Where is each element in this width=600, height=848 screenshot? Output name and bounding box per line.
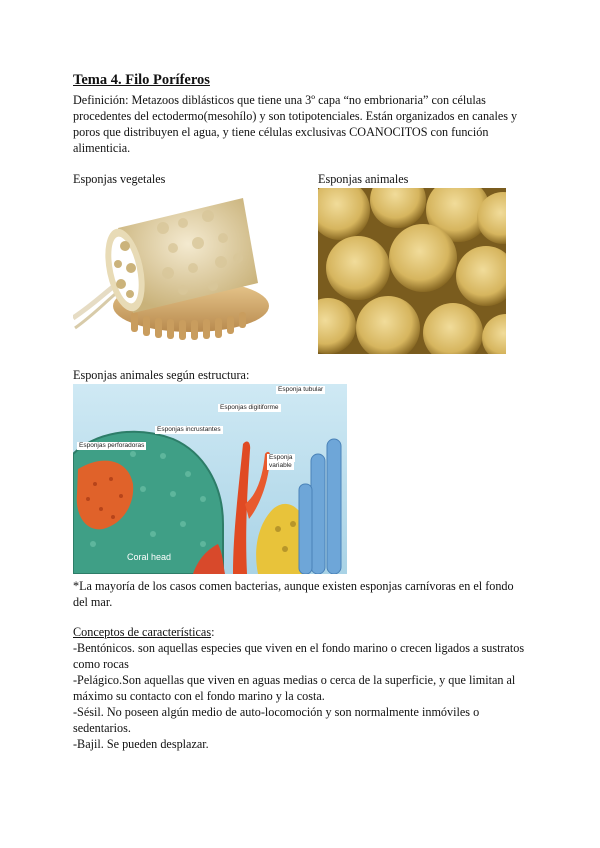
concepts-heading-colon: : — [211, 625, 215, 639]
note-line-1: *La mayoría de los casos comen bacterias, aunque existen esponjas carnívoras en el fondo — [73, 579, 514, 593]
label-esponja-variable-2: variable — [269, 462, 292, 469]
concepts-heading-text: Conceptos de características — [73, 625, 212, 639]
label-esponjas-digitiforme: Esponjas digitiforme — [220, 404, 279, 411]
concept-line-5: -Sésil. No poseen algún medio de auto-locomoción y son normalmente inmóviles o — [73, 705, 480, 719]
concept-line-2: como rocas — [73, 657, 129, 671]
animal-sponge-photo — [318, 188, 506, 354]
definition-line-1: Definición: Metazoos diblásticos que tiene una 3º capa “no embrionaria” con células — [73, 93, 486, 107]
definition-line-2: procedentes del ectodermo(mesohílo) y son totipotenciales. Están organizados en canales y — [73, 109, 518, 123]
vegetal-sponge-photo — [73, 188, 281, 344]
structure-caption: Esponjas animales según estructura: — [73, 368, 250, 382]
label-esponjas-incrustantes: Esponjas incrustantes — [157, 426, 221, 433]
definition-line-4: alimenticia. — [73, 141, 131, 155]
concept-line-4: máximo su contacto con el fondo marino y la costa. — [73, 689, 325, 703]
label-coral-head: Coral head — [127, 552, 172, 562]
label-esponja-variable-1: Esponja — [269, 454, 293, 461]
concepts-heading — [73, 624, 214, 640]
note-line-2: del mar. — [73, 595, 113, 609]
sponge-structure-diagram — [73, 384, 347, 574]
definition-line-3: poros que distribuyen el agua, y tiene células exclusivas COANOCITOS con función — [73, 125, 489, 139]
animal-sponges-caption: Esponjas animales — [318, 172, 409, 186]
vegetal-sponges-caption: Esponjas vegetales — [73, 172, 166, 186]
concept-line-7: -Bajil. Se pueden desplazar. — [73, 737, 209, 751]
concept-line-3: -Pelágico.Son aquellas que viven en aguas medias o cerca de la superficie, y que limitan al — [73, 673, 516, 687]
page-title: Tema 4. Filo Poríferos — [73, 72, 210, 88]
label-esponjas-perforadoras: Esponjas perforadoras — [79, 442, 145, 449]
concept-line-6: sedentarios. — [73, 721, 131, 735]
concept-line-1: -Bentónicos. son aquellas especies que viven en el fondo marino o crecen ligados a sustratos — [73, 641, 525, 655]
label-esponja-tubular: Esponja tubular — [278, 386, 324, 393]
